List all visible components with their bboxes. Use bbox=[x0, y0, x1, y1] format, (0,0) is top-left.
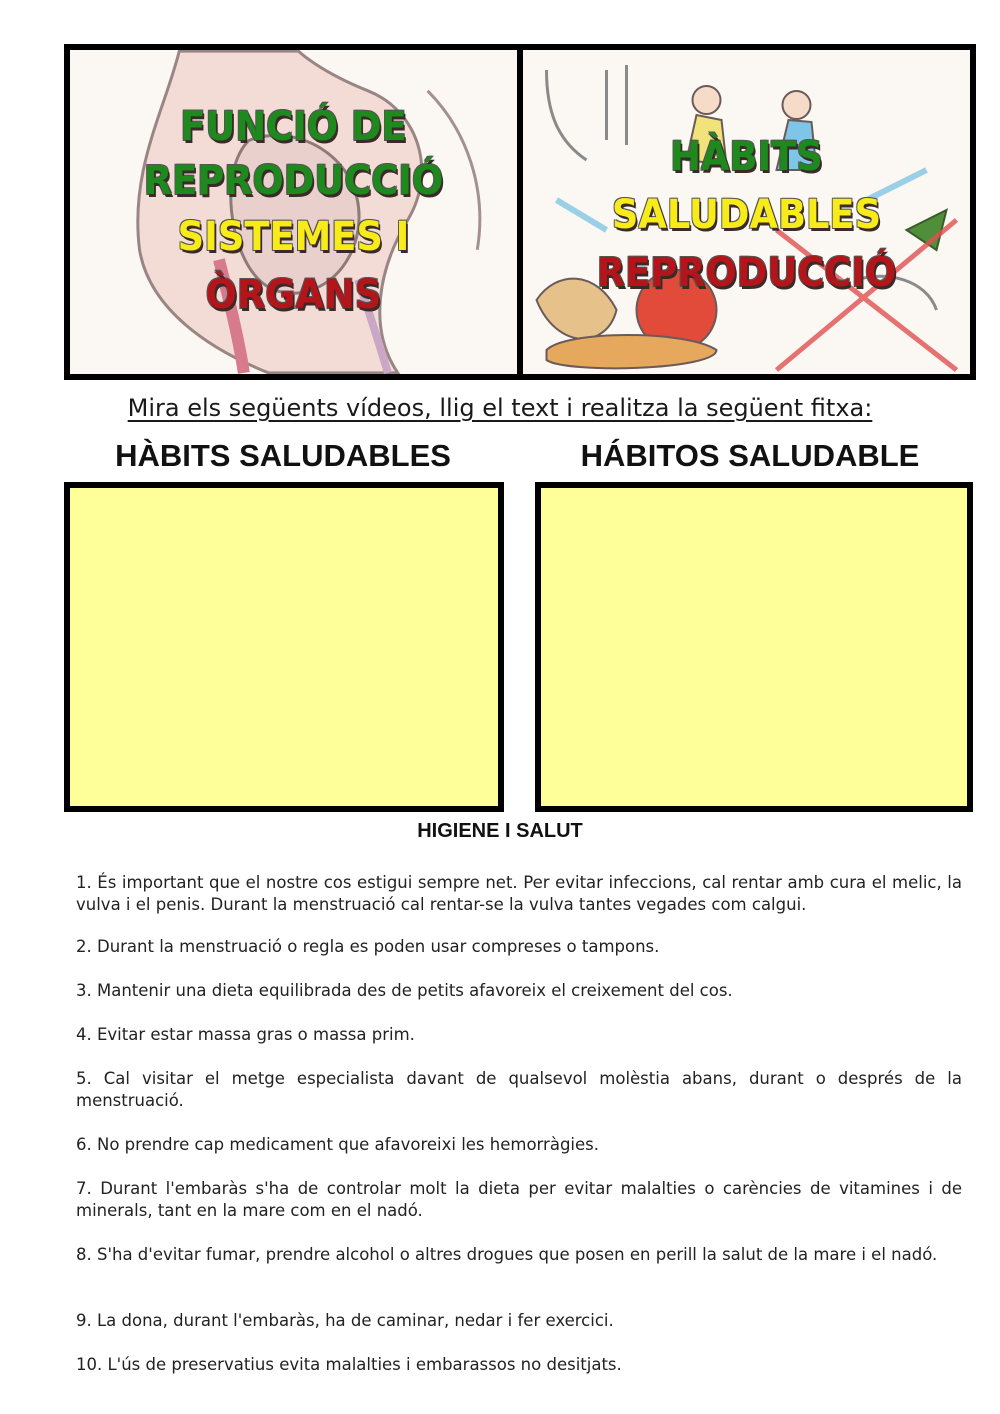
list-item: 1. És important que el nostre cos estigui sempre net. Per evitar infeccions, cal rentar amb cura el melic, la vulva i el penis. Durant la menstruació cal rentar-se la vulva tantes vegades com calgui. bbox=[76, 873, 962, 914]
right-title-line-1: HÀBITS bbox=[670, 134, 823, 180]
list-item: 2. Durant la menstruació o regla es poden usar compreses o tampons. bbox=[76, 937, 660, 956]
left-title-line-1: FUNCIÓ DE bbox=[180, 104, 407, 150]
right-title-line-3: REPRODUCCIÓ bbox=[596, 250, 897, 296]
list-item: 8. S'ha d'evitar fumar, prendre alcohol o altres drogues que posen en perill la salut de la mare i el nadó. bbox=[76, 1245, 938, 1264]
list-item: 9. La dona, durant l'embaràs, ha de caminar, nedar i fer exercici. bbox=[76, 1311, 614, 1330]
right-title-line-2: SALUDABLES bbox=[611, 192, 882, 238]
list-item: 7. Durant l'embaràs s'ha de controlar molt la dieta per evitar malalties o carències de vitamines i de minerals, tant en la mare com en el nadó. bbox=[76, 1179, 962, 1220]
banner-panel-reproduction bbox=[70, 50, 517, 374]
banner-panel-healthy-habits bbox=[523, 50, 970, 374]
list-item: 4. Evitar estar massa gras o massa prim. bbox=[76, 1025, 415, 1044]
section-title: HIGIENE I SALUT bbox=[417, 820, 583, 842]
heading-catalan: HÀBITS SALUDABLES bbox=[115, 438, 451, 473]
video-box-catalan[interactable] bbox=[64, 482, 504, 812]
left-title-line-3: SISTEMES I bbox=[177, 214, 410, 260]
left-title-line-4: ÒRGANS bbox=[205, 272, 382, 318]
list-item: 5. Cal visitar el metge especialista davant de qualsevol molèstia abans, durant o després de la menstruació. bbox=[76, 1069, 962, 1110]
list-item: 10. L'ús de preservatius evita malalties i embarassos no desitjats. bbox=[76, 1355, 622, 1374]
list-item: 3. Mantenir una dieta equilibrada des de petits afavoreix el creixement del cos. bbox=[76, 981, 733, 1000]
list-item: 6. No prendre cap medicament que afavoreixi les hemorràgies. bbox=[76, 1135, 599, 1154]
left-title-line-2: REPRODUCCIÓ bbox=[143, 158, 444, 204]
banner bbox=[64, 44, 976, 380]
heading-spanish: HÁBITOS SALUDABLE bbox=[580, 438, 920, 473]
video-box-spanish[interactable] bbox=[535, 482, 973, 812]
instruction-text: Mira els següents vídeos, llig el text i realitza la següent fitxa: bbox=[127, 394, 873, 422]
